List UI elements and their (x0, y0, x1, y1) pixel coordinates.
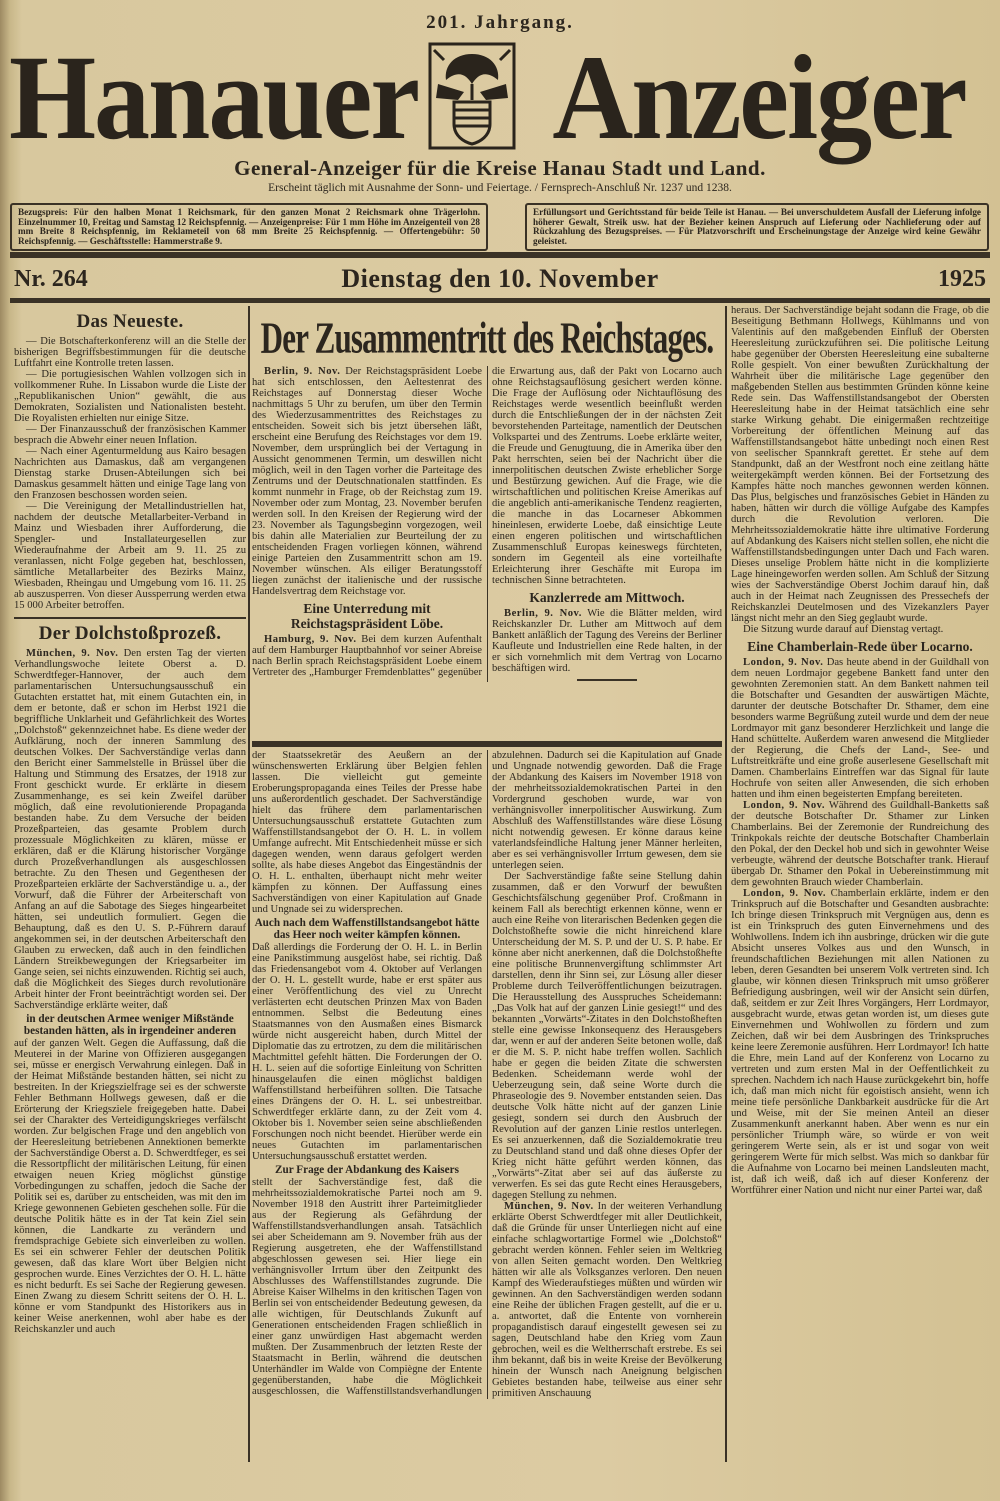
terms-box: Erfüllungsort und Gerichtsstand für beide Teile ist Hanau. — Bei unverschuldetem Ausfall der Lieferung infolge höherer Gewalt, Streik usw. hat der Bezieher keinen Anspruch auf Lieferung oder Nachlieferung oder auf Rückzahlung des Bezugspreises. — Für Platzvorschrift und Erscheinungstage der Anzeige wird keine Gewähr geleistet. (525, 203, 989, 251)
paragraph-text: Die Sitzung wurde darauf auf Dienstag vertagt. (743, 624, 944, 635)
dateline: Berlin, 9. Nov. (504, 608, 582, 619)
article-paragraph (252, 366, 482, 597)
issue-number: Nr. 264 (14, 266, 88, 292)
paragraph-text: — Die portugiesischen Wahlen vollzogen sich in vollkommener Ruhe. In Lissabon wurde die Liste der „Republikanischen Union“ gewählt, die aus Demokraten, Sozialisten und Nationalisten besteht. Die Royalisten erhielten nur einige Sitze. (14, 369, 246, 424)
paragraph-text: — Die Botschafterkonferenz will an die Stelle der bisherigen Begriffsbestimmungen für die deutsche Luftfahrt eine Kontrolle treten lassen. (14, 336, 246, 369)
volume-number: 201. Jahrgang. (426, 12, 574, 33)
article-paragraph (492, 1201, 722, 1399)
sub-heading: Kanzlerrede am Mittwoch. (529, 590, 685, 605)
main-headline (252, 306, 722, 364)
paragraph-text: der Staatssekretär des Aeußern an der wünschenswerten Erklärung über Belgien fehlen lassen. Die vielleicht gut gemeinte Eroberungspropaganda eines Teiles der Presse habe uns außerordentlich geschadet. Der Sachverständige hielt das frühere dem parlamentarischen Untersuchungsausschuß erstattete Gutachten zum Waffenstillstandsangebot der O. H. L. in vollem Umfange aufrecht. Mit Entschiedenheit müsse er sich dagegen wenden, wenn daraus gefolgert werden sollte, als habe dieses Angebot das Eingeständnis der O. H. L. enthalten, überhaupt nicht mehr weiter kämpfen zu können. Der Auffassung eines Sachverständigen von einer Kapitulation auf Gnade und Ungnade sei zu widersprechen. (252, 750, 482, 915)
column-divider (248, 306, 250, 1462)
article-paragraph (492, 608, 722, 674)
paragraph-text: Den ersten Tag der vierten Verhandlungswoche leitete Oberst a. D. Schwerdtfeger-Hannover, der auch dem parlamentarischen Untersuchungsausschuß ein Gutachten erstattet hat, mit einem Gutachten ein, in dem er betonte, daß er schon im Herbst 1921 die begriffliche Unklarheit und Gefährlichkeit des Wortes „Dolchstoß“ gekennzeichnet habe. Es diene weder der Aufklärung, noch der inneren Sammlung des deutschen Volkes. Der Sachverständige verlas dann den Bericht einer Sammelstelle in Brüssel über die Haltung und Stimmung des Ersatzes, der 1918 zur Front geschickt wurde. Er erklärte in diesem Zusammenhange, es sei kein Zweifel darüber möglich, daß eine revolutionierende Propaganda bestanden habe. Zu dem Versuche der beiden Prozeßparteien, das gesamte Problem durch prozessuale Möglichkeiten zu klären, müsse er erklären, daß er die Klärung historischer Vorgänge durch Prozeßverhandlungen als ausgeschlossen betrachte. Zu den Thesen und Gegenthesen der Prozeßparteien erklärte der Sachverständige u. a., der Vorwurf, daß die Führer der Arbeiterschaft von Anfang an auf die Sabotage des Sieges hingearbeitet hätten, sei undeutlich formuliert. Gegen die Behauptung, daß es den U. S. P.-Führern darauf angekommen sei, in der deutschen Arbeiterschaft den Glauben zu erwecken, daß auch in den feindlichen Ländern Streikbewegungen der Kriegsarbeiter im Gange seien, sei nichts einzuwenden. Richtig sei auch, daß die Möglichkeit des Sieges durch revolutionäre Arbeit hinter der Front beeinträchtigt worden sei. Der Sachverständige erklärte weiter, daß (14, 648, 246, 1011)
column-divider (725, 306, 727, 1462)
paragraph-text: heraus. Der Sachverständige bejaht sodann die Frage, ob die Beseitigung Bethmann Hollwegs, Kühlmanns und von Valentinis auf den maßgebenden Einfluß der Obersten Heeresleitung zurückzuführen sei. Die politische Leitung habe gegenüber der Obersten Heeresleitung eine subalterne Rolle gespielt. Von einer bewußten Zurückhaltung der Wahrheit über die militärische Lage gegenüber den maßgebenden Stellen aus bestimmten Gründen könne keine Rede sein. Das Waffenstillstandsangebot der Obersten Heeresleitung habe in der Heimat tatsächlich eine sehr starke Wirkung gehabt. Die einigermaßen rechtzeitige Vorbereitung der öffentlichen Meinung auf das Waffenstillstandsangebot hätte unbedingt noch einen Rest von seelischer Spannkraft gerettet. Er stehe auf dem Standpunkt, daß an der Westfront noch eine zeitlang hätte weitergekämpft werden können. Bei der Fortsetzung des Kampfes hätte noch manches gewonnen werden können. Das Plus, belgisches und französisches Gebiet in Händen zu haben, hätten wir durch die völlige Aufgabe des Kampfes durch die Revolution verloren. Die Mehrheitssozialdemokratie hätte ihre ultimative Forderung auf Abdankung des Kaisers nicht stellen sollen, ehe nicht die Waffenstillstandsbedingungen unter Dach und Fach waren. Dieses unselige Problem hätte nicht in die komplizierte Lage hineingeworfen werden sollen. Am Schluß der Sitzung wies der Sachverständige Oberst Jochim darauf hin, daß auch in der Heimat nach Zeugnissen des Pressechefs der Reichskanzlei Deutelmosen und des Vizekanzlers Payer längst nicht mehr an den Sieg geglaubt wurde. (731, 305, 989, 624)
publication-info: Erscheint täglich mit Ausnahme der Sonn- und Feiertage. / Fernsprech-Anschluß Nr. 1237 und 1238. (268, 182, 732, 194)
section-heading: Der Dolchstoßprozeß. (38, 623, 222, 644)
paragraph-text: In der weiteren Verhandlung erklärte Oberst Schwerdtfeger mit aller Deutlichkeit, daß die Gründe für unser Unterliegen nicht auf eine einfache schlagwortartige Formel wie „Dolchstoß“ gebracht werden können. Fehler seien im Weltkrieg von allen Seiten gemacht worden. Den Weltkrieg hätten wir alle als Volksganzes verloren. Den neuen Kampf des Wiederaufstieges müßten und würden wir gewinnen. An den Sachverständigen werden sodann eine Reihe der üblichen Fragen gestellt, auf die er u. a. antwortet, daß die Entente von vornherein propagandistisch darauf eingestellt gewesen sei zu sagen, Deutschland habe den Krieg vom Zaun gebrochen, weil es die Weltherrschaft erstrebe. Es sei ihm bekannt, daß bis in weite Kreise der Bevölkerung hinein der Wunsch nach Aneignung belgischen Gebietes bestanden habe, teilweise aus einer sehr primitiven Anschauung (492, 1201, 723, 1399)
article-paragraph (731, 624, 989, 635)
lead-article (252, 366, 722, 682)
paragraph-text: Der Reichstagspräsident Loebe hat sich entschlossen, den Aeltestenrat des Reichstages auf Donnerstag dieser Woche nachmittags 5 Uhr zu berufen, um über den Termin des Wiederzusammentrittes des Reichstages zu entscheiden. Soweit sich bis jetzt übersehen läßt, erscheint eine Berufung des Reichstages vor dem 19. November, dem ursprünglich bei der Vertagung in Aussicht genommenen Termin, um deswillen nicht möglich, weil in den Tagen vorher die Parteitage des Zentrums und der Deutschnationalen stattfinden. Es kommt nunmehr in Frage, ob der Reichstag zum 19. November oder zum Montag, 23. November berufen werden soll. In den Kreisen der Regierung wird der 23. November als Tagungsbeginn vorgezogen, weil bis dahin alle Materialien zur Beurteilung der zu entscheidenden Fragen vorliegen können, während einige Parteien den Zusammentritt schon am 19. November wünschen. Als eiliger Beratungsstoff liegen zunächst der italienische und der russische Handelsvertrag dem Reichstage vor. (252, 366, 482, 597)
article-paragraph (14, 336, 246, 369)
article-paragraph (731, 305, 989, 624)
subscription-prices-box: Bezugspreis: Für den halben Monat 1 Reichsmark, für den ganzen Monat 2 Reichsmark ohne Trägerlohn. Einzelnummer 10, Freitag und Samstag 12 Reichspfennig. — Anzeigenpreise: Für 1 mm Höhe im Anzeigenteil von 28 mm Breite 8 Reichspfennig, im Reklameteil von 68 mm Breite 25 Reichspfennig. — Offertengebühr: 50 Reichspfennig. — Geschäftsstelle: Hammerstraße 9. (10, 203, 488, 251)
divider (577, 679, 637, 681)
dateline: Berlin, 9. Nov. (264, 366, 341, 377)
masthead-title-right: Anzeiger (552, 31, 966, 166)
paragraph-text: Das heute abend in der Guildhall von dem neuen Lordmajor gegebene Bankett fand unter den gewohnten Zeremonien statt. An dem Bankett nahmen teil die Botschafter und Gesandten der auswärtigen Mächte, darunter der deutsche Botschafter Dr. Sthamer, dem eine besonders warme Begrüßung zuteil wurde und dem der neue Lordmayor mit ganz besonderer Herzlichkeit und lange die Hand schüttelte. Außerdem waren anwesend die Mitglieder der Regierung, die Chefs der Land-, See- und Luftstreitkräfte und eine große auserlesene Gesellschaft mit Damen. Chamberlains Eintreffen war das Signal für laute Hochrufe von seiten aller Anwesenden, die sich erhoben hatten und ihm einen begeisterten Empfang bereiteten. (731, 657, 989, 800)
paragraph-text: Der Sachverständige faßte seine Stellung dahin zusammen, daß er den Vorwurf der bewußten Geschichtsfälschung gegenüber Prof. Croßmann in keinem Fall als berechtigt erkennen könne, wenn er auch eine Reihe von literarischen Bedenken gegen die Dolchstoßhefte sowie die nicht hinreichend klare Unterscheidung der M. S. P. und der U. S. P. habe. Er könne aber nicht anerkennen, daß die Dolchstoßhefte eine politische Brunnenvergiftung schlimmster Art darstellen, denn ihr Sinn sei, zur Lösung aller dieser Probleme durch Teilveröffentlichungen beizutragen. Die Herausstellung des Ausspruches Scheidemann: „Das Volk hat auf der ganzen Linie gesiegt!“ und des bekannten „Vorwärts“-Zitates in den Dolchstoßheften stelle eine gewisse Inkonsequenz des Herausgebers dar, wenn er auf der anderen Seite betonen wolle, daß er die M. S. P. nicht habe treffen wollen. Sachlich habe er gegen die beiden Zitate die schwersten Bedenken. Scheidemann werde wohl der Ueberzeugung sein, daß seine Worte durch die Phraseologie des 9. November entstanden seien. Das deutsche Volk hätte nicht auf der ganzen Linie gesiegt, sondern sei durch den Ausbruch der Revolution auf der ganzen Linie restlos unterlegen. Es sei anzuerkennen, daß die Sozialdemokratie treu zu Deutschland stand und daß ohne dieses Opfer der Krieg nicht hätte geführt werden können, das „Vorwärts“-Zitat aber sei auf das äußerste zu verwerfen. Es sei das gute Recht eines Herausgebers, dagegen Stellung zu nehmen. (492, 871, 722, 1201)
divider (252, 741, 722, 747)
article-paragraph (14, 501, 246, 611)
sub-heading: in der deutschen Armee weniger Mißstände bestanden hätten, als in irgendeiner anderen (23, 1013, 237, 1037)
paragraph-text: Daß allerdings die Forderung der O. H. L. in Berlin eine Panikstimmung ausgelöst habe, sei richtig. Daß das Friedensangebot vom 4. Oktober auf Verlangen der O. H. L. gestellt wurde, habe er erst später aus einer Veröffentlichung des viel zu Unrecht verlästerten echt deutschen Prinzen Max von Baden entnommen. Selbst die Bedeutung eines Staatsmannes von den Ausmaßen eines Bismarck würde nicht ausgereicht haben, durch Mittel der Diplomatie das zu ertrotzen, zu dem die militärischen Machtmittel gefehlt hätten. Die Forderungen der O. H. L. seien auf die sofortige Einleitung von Schritten hinausgelaufen die einen möglichst baldigen Waffenstillstand herbeiführen sollten. Die Tatsache eines Drängens der O. H. L. sei unbestreitbar. Schwerdtfeger erklärte dann, zu der Zeit vom 4. Oktober bis 1. November seien seine abschließenden Forschungen noch nicht beendet. Hierüber werde ein neues Gutachten im parlamentarischen Untersuchungsausschuß erstattet werden. (252, 942, 482, 1162)
article-paragraph (731, 800, 989, 888)
section-heading: Das Neueste. (76, 311, 184, 332)
sub-heading: Eine Unterredung mit Reichstagspräsident Löbe. (290, 601, 444, 631)
article-paragraph (492, 871, 722, 1201)
issue-date: Dienstag den 10. November (341, 264, 659, 293)
paragraph-text: stellt der Sachverständige fest, daß die mehrheitssozialdemokratische Partei noch am 9. November 1918 den Austritt ihrer Parteimitglieder aus der Regierung als Gefährdung der Waffenstillstandsverhandlungen ansah. Tatsächlich sei aber Scheidemann am 9. November früh aus der Regierung ausgetreten, ehe der Waffenstillstand abgeschlossen gewesen sei. Hier liege ein verhängnisvoller Irrtum über den Zeitpunkt des Abschlusses des Waffenstillstandes zugrunde. Die Abreise Kaiser Wilhelms in den kritischen Tagen von Berlin sei von entscheidender Bedeutung gewesen, da alle wichtigen, für Deutschlands Zukunft auf Generationen entscheidenden Fragen schließlich in einer ganz unwürdigen Hast abgemacht werden mußten. Der Zusammenbruch der letzten Reste der Staatsmacht in Berlin, während die deutschen Unterhändler im Walde von Compiègne der Entente gegenüberstanden, habe die Möglichkeit ausgeschlossen, die Waffenstillstandsverhandlungen abzulehnen. Dadurch sei die Kapitulation auf Gnade und Ungnade notwendig geworden. Daß die Frage der Abdankung des Kaisers im November 1918 von der mehrheitssozialdemokratischen Partei in den Vordergrund geschoben wurde, war von verhängnisvoller innerpolitischer Auswirkung. Zum Abschluß des Waffenstillstandes wäre diese Lösung nicht notwendig gewesen. Er könne daraus keine vaterlandsfeindliche Haltung jener Männer herleiten, aber es sei verhängnisvoller Irrtum gewesen, dem sie unterlegen seien. (252, 750, 722, 1397)
masthead-subtitle: General-Anzeiger für die Kreise Hanau Stadt und Land. (234, 156, 766, 180)
sub-heading: Eine Chamberlain-Rede über Locarno. (747, 639, 973, 654)
article-paragraph (731, 888, 989, 1196)
paragraph-text: — Der Finanzausschuß der französischen Kammer besprach die Abwehr einer neuen Inflation. (14, 424, 246, 446)
city-coat-of-arms-icon (424, 40, 520, 152)
divider (10, 298, 990, 303)
issue-year: 1925 (938, 266, 986, 292)
paragraph-text: auf der ganzen Welt. Gegen die Auffassung, daß die Meuterei in der Marine von Offizieren ausgegangen sei, müsse er energisch Verwahrung einlegen. Daß in der Heimat Mißstände bestanden hätten, sei nicht zu bestreiten. In der Kriegszielfrage sei es der schwerste Fehler Bethmann Hollwegs gewesen, daß er die Erörterung der Kriegsziele freigegeben hatte. Dabei sei der Charakter des Verteidigungskrieges verfälscht worden. Zur belgischen Frage und den angeblich von der Heeresleitung betriebenen Annektionen bemerkte der Sachverständige Oberst a. D. Schwerdtfeger, es sei die Ressortpflicht der militärischen Leitung, für einen etwaigen neuen Krieg möglichst günstige Vorbedingungen zu schaffen, jedoch die Sache der Politik sei es, darüber zu entscheiden, was mit den im Kriege gewonnenen Gebieten geschehen solle. Für die deutsche Politik hätte es in der Tat kein Ziel sein können, die Landkarte zu verändern und fremdsprachige Gebiete sich einverleiben zu wollen. Es sei ein schwerer Fehler der deutschen Politik gewesen, daß das klare Wort über Belgien nicht gesprochen wurde. Eines Verzichtes der O. H. L. hätte es nicht bedurft. Es sei Sache der Regierung gewesen. Einen Zwang zu diesem Schritt seitens der O. H. L. könne er vom Standpunkt des Historikers aus in keiner Weise anerkennen, wohl aber habe es der Reichskanzler und auch (14, 1038, 246, 1335)
left-column (14, 308, 246, 1335)
dateline: München, 9. Nov. (504, 1201, 594, 1212)
trial-article-continued (252, 750, 722, 1399)
paragraph-text: Während des Guildhall-Banketts saß der deutsche Botschafter Dr. Sthamer zur Linken Chamberlains. Bei der Zeremonie der Rundreichung des Trinkpokals reichte der deutsche Botschafter Chamberlain den Pokal, der den Deckel hob und sich in gewohnter Weise verbeugte, während der deutsche Botschafter trank. Hierauf übergab Dr. Sthamer den Pokal in Uebereinstimmung mit dem gewohnten Brauch wieder Chamberlain. (731, 800, 989, 888)
paragraph-text: — Nach einer Agenturmeldung aus Kairo besagen Nachrichten aus Damaskus, daß am vergangenen Dienstag starke Drusen-Abteilungen sich bei Damaskus gesammelt hätten und einige Tage lang von den Franzosen beschossen worden seien. (14, 446, 246, 501)
main-headline-text: Der Zusammentritt des Reichstages. (260, 311, 714, 363)
paragraph-text: Wie die Blätter melden, wird Reichskanzler Dr. Luther am Mittwoch auf dem Bankett anläßlich der Tagung des Vereins der Berliner Kaufleute und Industriellen eine Rede halten, in der er sich vornehmlich mit dem Vertrag von Locarno beschäftigen wird. (492, 608, 723, 674)
article-paragraph (731, 657, 989, 800)
article-paragraph (14, 1038, 246, 1335)
article-paragraph (14, 648, 246, 1011)
article-paragraph (14, 424, 246, 446)
dateline: London, 9. Nov. (743, 888, 827, 899)
article-paragraph (252, 942, 482, 1162)
dateline: London, 9. Nov. (743, 657, 824, 668)
article-paragraph (14, 369, 246, 424)
article-paragraph (252, 750, 482, 915)
dateline: München, 9. Nov. (26, 648, 119, 659)
divider (10, 252, 990, 258)
masthead-title-left: Hanauer (8, 31, 419, 166)
paragraph-text: — Die Vereinigung der Metallindustriellen hat, nachdem der deutsche Metallarbeiter-Verband in Mainz und Wiesbaden ihrer Aufforderung, die Spengler- und Installateurgesellen zur Wiederaufnahme der Arbeit am 9. 11. 25 zu veranlassen, nicht Folge gegeben hat, beschlossen, sämtliche Metallarbeiter des Bezirks Mainz, Wiesbaden, Rheingau und Umgebung vom 16. 11. 25 ab auszusperren. Von dieser Aussperrung werden etwa 15 000 Arbeiter betroffen. (14, 501, 246, 611)
dateline: Hamburg, 9. Nov. (264, 634, 357, 645)
article-paragraph (14, 446, 246, 501)
paragraph-text: Chamberlain erklärte, indem er den Trinkspruch auf die Botschafter und Gesandten ausbrachte: Ich bringe diesen Trinkspruch mit Vergnügen aus, denn es ist ein Trinkspruch des guten Einvernehmens und des Wohlwollens. Indem ich ihn ausbringe, drücken wir die gute Absicht unseres Volkes aus und den Wunsch, in freundschaftlichen Beziehungen mit allen Nationen zu leben, deren Gesandten bei unserem Volk vertreten sind. Ich glaube, wir können diesen Trinkspruch mit umso größerer Befriedigung ausbringen, weil wir der Ansicht sein dürfen, daß, seitdem er zur Zeit Ihres Vorgängers, Herr Lordmayor, ausgebracht wurde, etwas getan worden ist, um dieses gute Einvernehmen und Wohlwollen zu fördern und zum Zeichen, daß wir bei dem Ausbringen des Trinkspruches keine leere Zeremonie ausführen. Herr Lordmayor! Ich hatte die Ehre, mein Land auf der Konferenz von Locarno zu vertreten und zum ersten Mal in der Oeffentlichkeit zu sprechen. Nachdem ich nach Hause zurückgekehrt bin, hoffe ich, daß man mich nicht für egoistisch ansieht, wenn ich meine tiefe persönliche Dankbarkeit ausdrücke für die Art und Weise, mit der Sie meinen Anteil an dieser Zusammenkunft anerkannt haben. Aber wenn es nur ein persönlicher Triumph wäre, so würde er von weit geringerem Werte sein, als er ist und sogar von weit geringerem Werte für mich selbst. Was mich so dankbar für die Aufnahme von Locarno bei meinen Landsleuten macht, ist, daß ich weiß, daß ich auf dieser Konferenz der Wortführer einer Nation und nicht nur einer Partei war, daß (731, 888, 989, 1196)
sub-heading: Auch nach dem Waffenstillstandsangebot hätte das Heer noch weiter kämpfen können. (254, 917, 480, 941)
dateline: London, 9. Nov. (743, 800, 825, 811)
sub-heading: Zur Frage der Abdankung des Kaisers (275, 1164, 459, 1176)
paragraph-text: Bei dem kurzen Aufenthalt auf dem Hamburger Hauptbahnhof vor seiner Abreise nach Berlin sprach Reichstagspräsident Loebe einem Vertreter des „Hamburger Fremdenblattes“ gegenüber die Erwartung aus, daß der Pakt von Locarno auch ohne Reichstagsauflösung gesichert werden könne. Die Frage der Auflösung oder Nichtauflösung des Reichstages werde wesentlich beeinflußt werden durch die Entschließungen der in der nächsten Zeit bevorstehenden Parteitage, namentlich der Deutschen Volkspartei und des Zentrums. Loebe erklärte weiter, die Freude und Genugtuung, die in Amerika über den Pakt herrschten, seien bei der Nachricht über die innerpolitischen deutschen Zwiste erheblicher Sorge und Bestürzung gewichen. Auf die Frage, wie die wirtschaftlichen und politischen Kreise Amerikas auf die angeblich anti-amerikanische Tendenz reagierten, die manche in das Locarneser Abkommen hineinlesen, erwiderte Loebe, daß einsichtige Leute einen engeren politischen und wirtschaftlichen Zusammenschluß Europas keineswegs fürchteten, sondern im Gegenteil als eine vorteilhafte Erleichterung ihrer Geschäfte mit Europa im technischen Sinne betrachteten. (252, 366, 722, 678)
right-column (731, 305, 989, 1196)
divider (14, 617, 246, 619)
